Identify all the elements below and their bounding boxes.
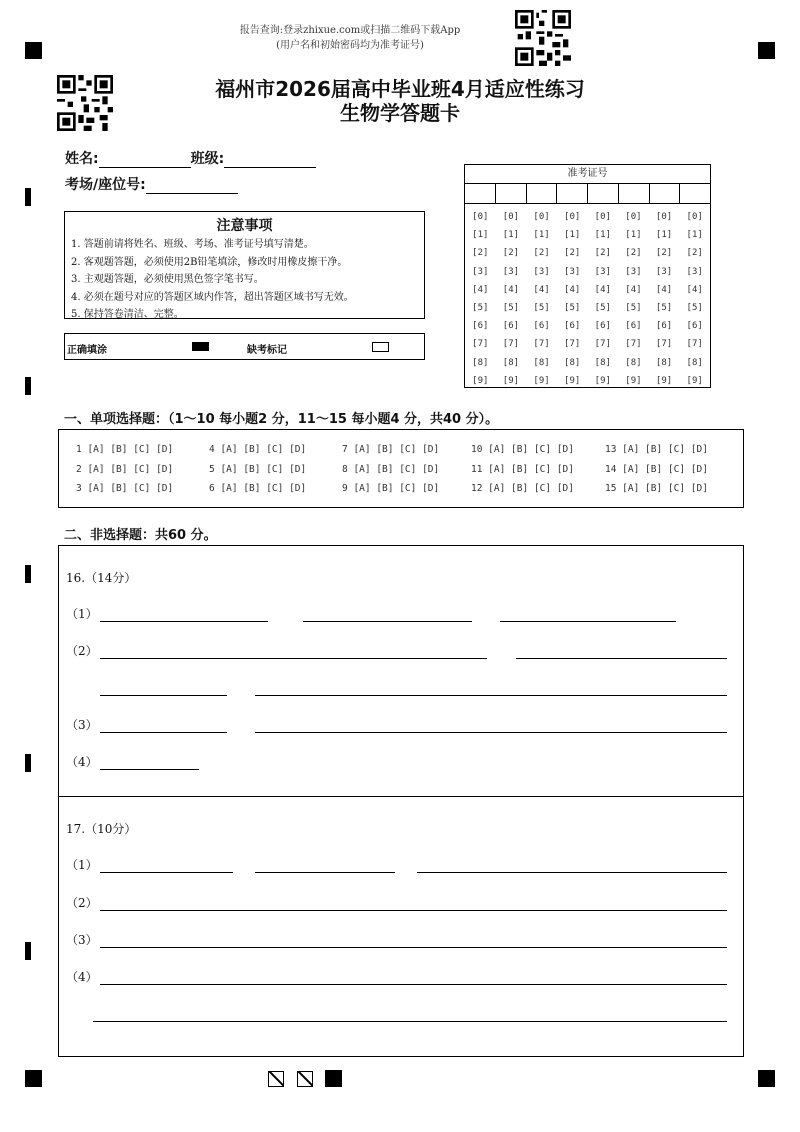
exam-id-cell[interactable] [465,184,496,203]
digit-bubble[interactable]: [7] [686,339,703,350]
choice-column[interactable]: 1 [A] [B] [C] [D] 2 [A] [B] [C] [D] 3 [A] [B] [C] [D] [76,444,174,494]
answer-line[interactable] [100,769,199,770]
q17-part3-label: （3） [66,933,98,947]
digit-bubble[interactable]: [3] [655,266,673,277]
choice-column[interactable]: 7 [A] [B] [C] [D] 8 [A] [B] [C] [D] 9 [A] [B] [C] [D] [342,444,440,494]
digit-bubble[interactable]: [3] [564,266,581,277]
class-field[interactable] [224,151,316,168]
digit-bubble[interactable]: [8] [686,357,703,368]
answer-line[interactable] [255,695,727,696]
header-note-line1: 报告查询:登录zhixue.com或扫描二维码下载App [239,25,461,36]
exam-id-column [679,208,710,390]
digit-bubble[interactable]: [1] [502,230,520,241]
digit-bubble[interactable]: [9] [655,375,673,386]
digit-bubble[interactable]: [3] [533,266,550,277]
title-line2: 生物学答题卡 [340,101,460,125]
digit-bubble[interactable]: [0] [655,212,673,222]
exam-id-cell[interactable] [588,184,619,203]
digit-bubble[interactable]: [0] [625,212,642,222]
digit-bubble[interactable]: [2] [625,248,642,259]
class-label: 班级: [190,151,225,167]
timing-mark [25,565,31,583]
digit-bubble[interactable]: [7] [502,339,520,350]
section1-heading: 一、单项选择题：（1～10 每小题2 分，11～15 每小题4 分，共40 分）。 [64,412,499,427]
seat-label: 考场/座位号: [65,177,146,193]
digit-bubble[interactable]: [6] [686,321,703,332]
digit-bubble[interactable]: [7] [655,339,673,350]
answer-line[interactable] [500,621,676,622]
digit-bubble[interactable]: [1] [472,230,489,241]
q16-part3-label: （3） [66,718,98,732]
notice-line: 2. 客观题答题，必须使用2B铅笔填涂，修改时用橡皮擦干净。 [71,256,348,268]
q16-part4-label: （4） [66,755,98,769]
seat-field[interactable] [146,177,238,194]
registration-mark [25,42,42,59]
digit-bubble[interactable]: [4] [625,284,642,295]
exam-id-column [588,208,619,390]
qr-code-icon [57,75,113,131]
digit-bubble[interactable]: [9] [686,375,703,386]
digit-bubble[interactable]: [4] [533,284,550,295]
digit-bubble[interactable]: [7] [564,339,581,350]
notice-line: 3. 主观题答题，必须使用黑色签字笔书写。 [71,274,264,285]
registration-mark [758,1070,775,1087]
digit-bubble[interactable]: [6] [655,321,673,332]
correct-fill-label: 正确填涂 [67,345,107,356]
exam-id-cell[interactable] [557,184,588,203]
answer-line[interactable] [417,872,727,873]
answer-line[interactable] [100,872,233,873]
timing-mark [25,754,31,772]
notice-line: 1. 答题前请将姓名、班级、考场、准考证号填写清楚。 [71,239,314,250]
notice-line: 5. 保持答卷清洁、完整。 [71,309,184,320]
digit-bubble[interactable]: [0] [686,212,703,222]
digit-bubble[interactable]: [2] [502,248,520,259]
exam-id-column [557,208,588,390]
digit-bubble[interactable]: [5] [686,303,703,314]
digit-bubble[interactable]: [8] [472,357,489,368]
timing-mark [25,942,31,960]
digit-bubble[interactable]: [5] [533,303,550,314]
digit-bubble[interactable]: [6] [625,321,642,332]
q17-heading: 17.（10分） [66,822,137,836]
exam-id-bubbles [465,204,710,390]
digit-bubble[interactable]: [6] [502,321,520,332]
timing-mark [25,188,31,206]
slash-box-icon [297,1071,313,1087]
answer-line[interactable] [100,947,727,948]
digit-bubble[interactable]: [3] [502,266,520,277]
digit-bubble[interactable]: [6] [533,321,550,332]
digit-bubble[interactable]: [9] [472,375,489,386]
digit-bubble[interactable]: [6] [594,321,611,332]
answer-line[interactable] [255,872,395,873]
section2-heading: 二、非选择题：共60 分。 [64,528,217,543]
notice-box [64,211,425,319]
choice-answer-box [58,429,744,508]
digit-bubble[interactable]: [5] [655,303,673,314]
digit-bubble[interactable]: [3] [686,266,703,277]
title-line1: 福州市2026届高中毕业班4月适应性练习 [215,77,585,101]
digit-bubble[interactable]: [7] [533,339,550,350]
digit-bubble[interactable]: [2] [533,248,550,259]
digit-bubble[interactable]: [5] [502,303,520,314]
answer-line[interactable] [100,910,727,911]
q17-part4-label: （4） [66,970,98,984]
digit-bubble[interactable]: [4] [502,284,520,295]
page-title [200,77,600,125]
digit-bubble[interactable]: [4] [594,284,611,295]
exam-id-column [618,208,649,390]
registration-mark [758,42,775,59]
name-label: 姓名: [65,151,99,167]
digit-bubble[interactable]: [0] [594,212,611,222]
digit-bubble[interactable]: [3] [472,266,489,277]
q16-heading: 16.（14分） [66,571,137,585]
digit-bubble[interactable]: [1] [533,230,550,241]
notice-heading: 注意事项 [216,218,273,234]
filled-mark-icon [192,342,209,351]
absent-mark-label: 缺考标记 [247,345,287,356]
exam-id-cell[interactable] [650,184,681,203]
header-note-line2: (用户名和初始密码均为准考证号) [276,40,424,51]
choice-column[interactable]: 10 [A] [B] [C] [D] 11 [A] [B] [C] [D] 12 [A] [B] [C] [D] [471,444,574,494]
answer-line[interactable] [100,984,727,985]
exam-id-column [496,208,527,390]
answer-line[interactable] [100,732,227,733]
q17-part1-label: （1） [66,858,98,872]
timing-mark [25,377,31,395]
digit-bubble[interactable]: [8] [625,357,642,368]
digit-bubble[interactable]: [9] [564,375,581,386]
digit-bubble[interactable]: [8] [502,357,520,368]
exam-id-grid [464,164,711,388]
registration-mark [25,1070,42,1087]
exam-id-cell[interactable] [527,184,558,203]
digit-bubble[interactable]: [1] [594,230,611,241]
digit-bubble[interactable]: [2] [472,248,489,259]
digit-bubble[interactable]: [0] [502,212,520,222]
answer-line[interactable] [100,695,227,696]
digit-bubble[interactable]: [7] [472,339,489,350]
digit-bubble[interactable]: [3] [625,266,642,277]
digit-bubble[interactable]: [4] [472,284,489,295]
registration-mark [325,1070,342,1087]
digit-bubble[interactable]: [3] [594,266,611,277]
choice-column[interactable]: 13 [A] [B] [C] [D] 14 [A] [B] [C] [D] 15 [A] [B] [C] [D] [605,444,708,494]
exam-id-column [465,208,496,390]
header-note [200,23,500,53]
absent-checkbox[interactable] [372,342,389,352]
q16-part1-label: （1） [66,607,98,621]
exam-id-title: 准考证号 [465,165,710,184]
answer-line[interactable] [303,621,472,622]
notice-line: 4. 必须在题号对应的答题区域内作答，超出答题区域书写无效。 [71,291,354,303]
digit-bubble[interactable]: [2] [564,248,581,259]
digit-bubble[interactable]: [5] [625,303,642,314]
fill-example-box [64,333,425,360]
exam-id-cell[interactable] [619,184,650,203]
digit-bubble[interactable]: [4] [564,284,581,295]
digit-bubble[interactable]: [1] [655,230,673,241]
seat-row [65,174,238,194]
answer-line[interactable] [255,732,727,733]
digit-bubble[interactable]: [9] [533,375,550,386]
digit-bubble[interactable]: [2] [655,248,673,259]
digit-bubble[interactable]: [5] [472,303,489,314]
exam-id-column [649,208,680,390]
q16-part2-label: （2） [66,644,98,658]
digit-bubble[interactable]: [1] [564,230,581,241]
digit-bubble[interactable]: [9] [625,375,642,386]
digit-bubble[interactable]: [4] [686,284,703,295]
answer-line[interactable] [93,1021,727,1022]
digit-bubble[interactable]: [8] [594,357,611,368]
exam-id-cell[interactable] [496,184,527,203]
digit-bubble[interactable]: [5] [564,303,581,314]
question-divider [58,796,744,797]
digit-bubble[interactable]: [6] [564,321,581,332]
answer-line[interactable] [516,658,727,659]
exam-id-column [526,208,557,390]
digit-bubble[interactable]: [9] [502,375,520,386]
answer-line[interactable] [100,658,487,659]
digit-bubble[interactable]: [7] [594,339,611,350]
digit-bubble[interactable]: [8] [564,357,581,368]
digit-bubble[interactable]: [6] [472,321,489,332]
exam-id-write-cells [465,184,710,204]
digit-bubble[interactable]: [1] [625,230,642,241]
digit-bubble[interactable]: [9] [594,375,611,386]
digit-bubble[interactable]: [0] [533,212,550,222]
digit-bubble[interactable]: [8] [533,357,550,368]
digit-bubble[interactable]: [4] [655,284,673,295]
name-field[interactable] [99,151,191,168]
answer-line[interactable] [100,621,268,622]
q17-part2-label: （2） [66,896,98,910]
digit-bubble[interactable]: [0] [472,212,489,222]
digit-bubble[interactable]: [2] [686,248,703,259]
digit-bubble[interactable]: [2] [594,248,611,259]
choice-column[interactable]: 4 [A] [B] [C] [D] 5 [A] [B] [C] [D] 6 [A] [B] [C] [D] [209,444,307,494]
name-class-row [65,148,316,168]
digit-bubble[interactable]: [5] [594,303,611,314]
digit-bubble[interactable]: [7] [625,339,642,350]
digit-bubble[interactable]: [1] [686,230,703,241]
exam-id-cell[interactable] [680,184,710,203]
digit-bubble[interactable]: [0] [564,212,581,222]
qr-code-icon[interactable] [515,10,571,66]
digit-bubble[interactable]: [8] [655,357,673,368]
slash-box-icon [268,1071,284,1087]
